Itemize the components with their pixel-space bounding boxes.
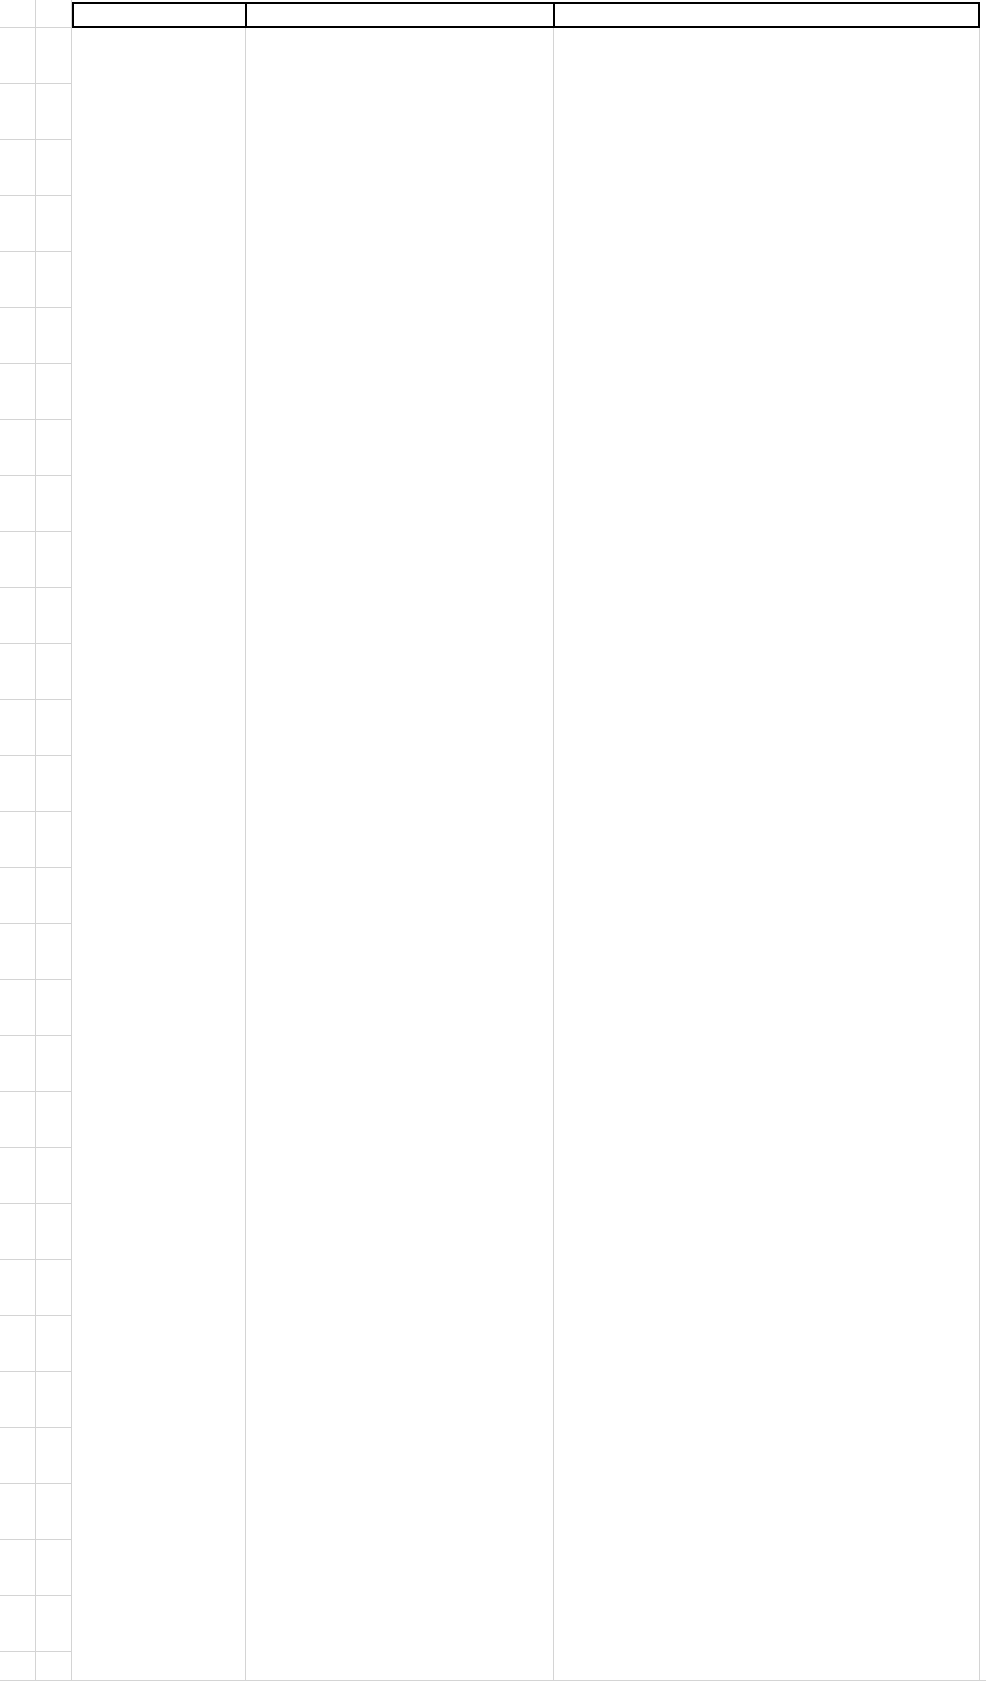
table-header-row bbox=[72, 2, 980, 28]
gridline-vertical bbox=[35, 0, 36, 1680]
gridline-horizontal bbox=[0, 1680, 986, 1681]
header-week-cell[interactable] bbox=[74, 4, 247, 26]
gridline-vertical bbox=[553, 28, 554, 1680]
header-test-group-b-cell[interactable] bbox=[555, 4, 978, 26]
sheet-left-margin-gridlines bbox=[0, 0, 72, 1680]
gridline-vertical bbox=[71, 0, 72, 1680]
gridline-vertical bbox=[245, 28, 246, 1680]
gridline-vertical bbox=[979, 28, 980, 1680]
header-test-group-a-cell[interactable] bbox=[247, 4, 555, 26]
